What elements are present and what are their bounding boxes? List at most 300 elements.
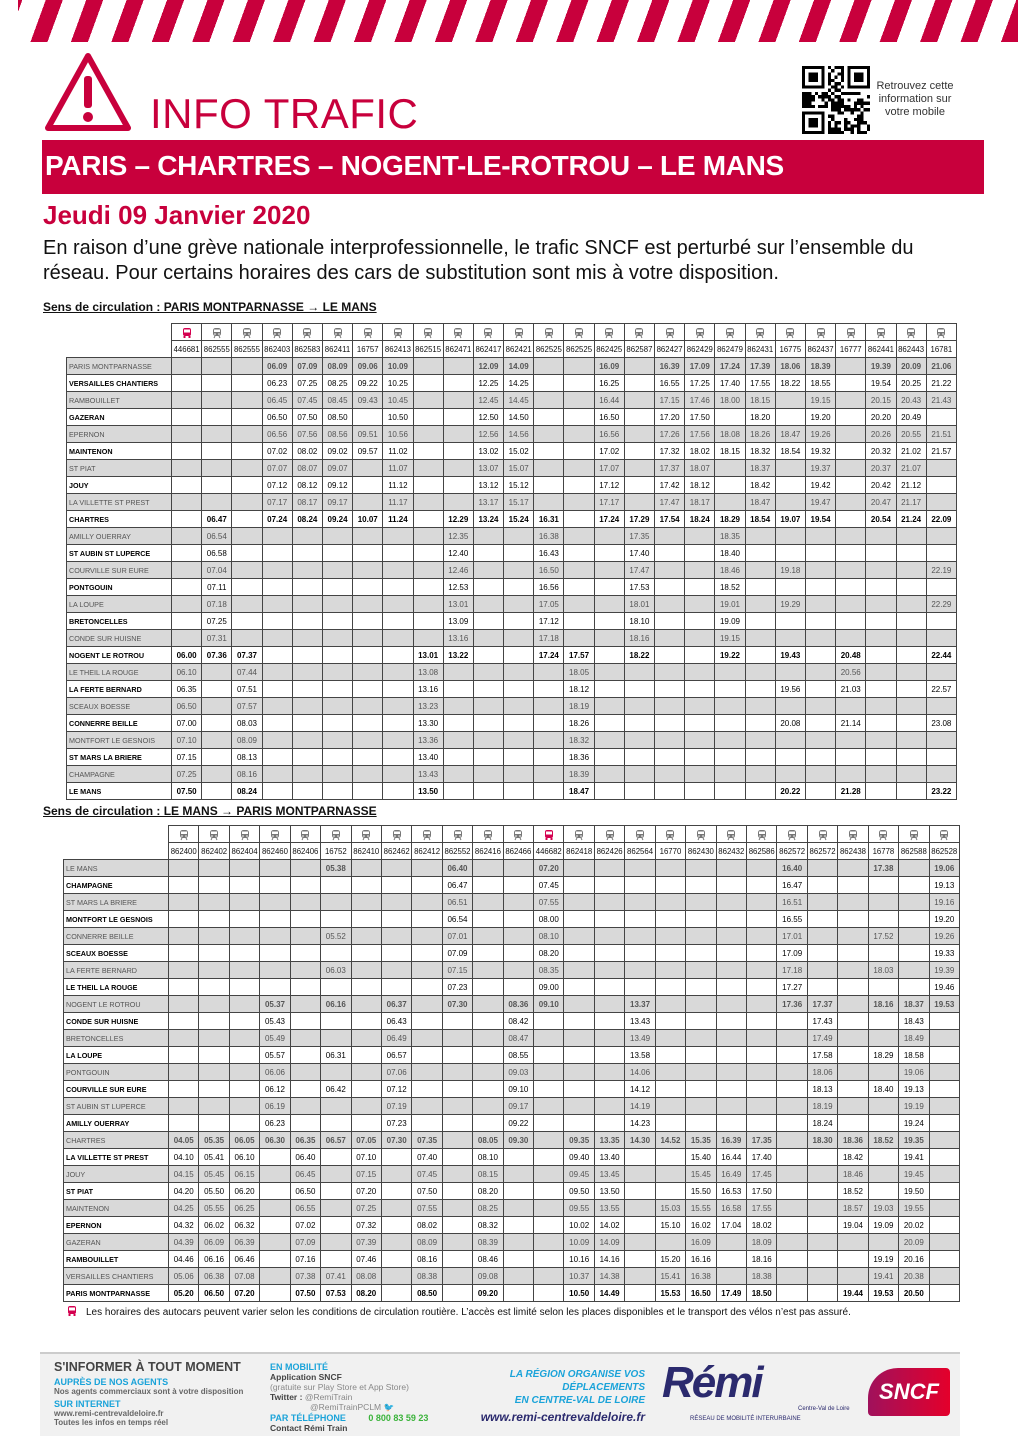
departure-time: 19.29 [775, 596, 805, 613]
departure-time [260, 945, 290, 962]
table-row [67, 749, 957, 766]
departure-time [381, 1217, 411, 1234]
station-name: ST AUBIN ST LUPERCE [64, 1098, 169, 1115]
departure-time [594, 596, 624, 613]
departure-time: 17.37 [807, 996, 837, 1013]
station-name: AMILLY OUERRAY [67, 528, 172, 545]
departure-time [625, 1285, 655, 1302]
twitter-handle-2[interactable]: @RemiTrainPCLM [310, 1402, 382, 1412]
departure-time: 18.54 [775, 443, 805, 460]
departure-time [473, 766, 503, 783]
departure-time: 09.22 [503, 1115, 533, 1132]
departure-time [594, 630, 624, 647]
departure-time: 17.38 [868, 860, 898, 877]
departure-time [413, 392, 443, 409]
departure-time [534, 1268, 564, 1285]
departure-time [534, 664, 564, 681]
departure-time [594, 783, 624, 800]
departure-time [926, 545, 956, 562]
departure-time [202, 443, 232, 460]
departure-time [412, 1013, 442, 1030]
departure-time [745, 545, 775, 562]
departure-time [624, 766, 654, 783]
departure-time: 08.00 [534, 911, 564, 928]
table-row [67, 647, 957, 664]
departure-time [838, 860, 868, 877]
departure-time: 12.45 [473, 392, 503, 409]
departure-time: 17.55 [745, 375, 775, 392]
departure-time: 13.16 [413, 681, 443, 698]
departure-time [262, 783, 292, 800]
departure-time [685, 647, 715, 664]
departure-time [229, 1047, 259, 1064]
departure-time: 08.12 [292, 477, 322, 494]
train-icon [685, 324, 715, 341]
departure-time: 08.02 [292, 443, 322, 460]
departure-time: 18.00 [715, 392, 745, 409]
departure-time [321, 1098, 351, 1115]
departure-time: 19.54 [805, 511, 835, 528]
departure-time [442, 1251, 472, 1268]
departure-time [260, 1268, 290, 1285]
departure-time [594, 894, 624, 911]
departure-time [172, 409, 202, 426]
departure-time [351, 1115, 381, 1132]
departure-time [866, 783, 896, 800]
departure-time [747, 1098, 777, 1115]
departure-time [866, 681, 896, 698]
departure-time [807, 1217, 837, 1234]
departure-time: 06.12 [260, 1081, 290, 1098]
departure-time [473, 911, 503, 928]
train-number: 862411 [322, 341, 352, 358]
departure-time: 17.37 [655, 460, 685, 477]
station-name: PONTGOUIN [64, 1064, 169, 1081]
departure-time [716, 911, 746, 928]
departure-time [805, 732, 835, 749]
departure-time [868, 911, 898, 928]
departure-time [899, 962, 929, 979]
departure-time: 09.43 [353, 392, 383, 409]
departure-time [899, 894, 929, 911]
departure-time [381, 911, 411, 928]
departure-time [202, 715, 232, 732]
departure-time: 05.41 [199, 1149, 229, 1166]
train-number: 862462 [381, 843, 411, 860]
departure-time [232, 511, 262, 528]
station-name: LA LOUPE [64, 1047, 169, 1064]
departure-time [290, 1013, 320, 1030]
departure-time: 09.30 [503, 1132, 533, 1149]
departure-time: 17.15 [655, 392, 685, 409]
departure-time: 19.53 [929, 996, 959, 1013]
departure-time [896, 766, 926, 783]
train-icon [473, 826, 503, 843]
departure-time: 19.37 [805, 460, 835, 477]
departure-time [321, 894, 351, 911]
departure-time: 06.57 [321, 1132, 351, 1149]
train-number: 16775 [775, 341, 805, 358]
departure-time: 18.13 [807, 1081, 837, 1098]
departure-time [292, 766, 322, 783]
departure-time [473, 1115, 503, 1132]
departure-time [412, 962, 442, 979]
departure-time [260, 1234, 290, 1251]
departure-time: 19.01 [715, 596, 745, 613]
departure-time [777, 1132, 807, 1149]
departure-time: 19.06 [929, 860, 959, 877]
departure-time: 19.09 [715, 613, 745, 630]
departure-time: 16.51 [777, 894, 807, 911]
departure-time: 09.35 [564, 1132, 594, 1149]
departure-time [564, 979, 594, 996]
train-icon [775, 324, 805, 341]
departure-time [868, 1149, 898, 1166]
departure-time: 07.02 [262, 443, 292, 460]
departure-time: 19.07 [775, 511, 805, 528]
departure-time [838, 1268, 868, 1285]
departure-time: 20.09 [899, 1234, 929, 1251]
departure-time: 07.37 [232, 647, 262, 664]
departure-time [442, 1132, 472, 1149]
departure-time [775, 732, 805, 749]
departure-time [926, 766, 956, 783]
departure-time [412, 1047, 442, 1064]
departure-time [564, 494, 594, 511]
internet-title: SUR INTERNET [54, 1399, 121, 1409]
departure-time [232, 613, 262, 630]
departure-time [896, 613, 926, 630]
departure-time [383, 766, 413, 783]
departure-time [202, 664, 232, 681]
departure-time [836, 511, 866, 528]
departure-time [442, 1081, 472, 1098]
table-row [67, 630, 957, 647]
departure-time: 12.53 [443, 579, 473, 596]
departure-time: 07.44 [232, 664, 262, 681]
departure-time [777, 1166, 807, 1183]
departure-time: 17.58 [807, 1047, 837, 1064]
departure-time: 07.20 [351, 1183, 381, 1200]
departure-time [715, 715, 745, 732]
train-number: 16770 [655, 843, 685, 860]
departure-time: 16.09 [594, 358, 624, 375]
departure-time [172, 358, 202, 375]
departure-time [624, 715, 654, 732]
departure-time: 06.58 [202, 545, 232, 562]
departure-time: 06.38 [199, 1268, 229, 1285]
departure-time [172, 392, 202, 409]
departure-time [838, 894, 868, 911]
departure-time [899, 979, 929, 996]
departure-time: 04.05 [169, 1132, 199, 1149]
station-name: LA FERTE BERNARD [67, 681, 172, 698]
departure-time: 19.24 [899, 1115, 929, 1132]
station-name: LE THEIL LA ROUGE [64, 979, 169, 996]
twitter-handle-1[interactable]: @RemiTrain [304, 1392, 353, 1402]
departure-time [443, 460, 473, 477]
train-icon [473, 324, 503, 341]
departure-time: 07.45 [534, 877, 564, 894]
departure-time [564, 962, 594, 979]
station-name: ST MARS LA BRIERE [67, 749, 172, 766]
departure-time: 11.07 [383, 460, 413, 477]
departure-time [624, 409, 654, 426]
departure-time [290, 1030, 320, 1047]
departure-time: 12.25 [473, 375, 503, 392]
departure-time [351, 860, 381, 877]
departure-time [716, 945, 746, 962]
departure-time [473, 945, 503, 962]
departure-time: 17.36 [777, 996, 807, 1013]
departure-time [322, 732, 352, 749]
departure-time [685, 732, 715, 749]
departure-time: 18.46 [838, 1166, 868, 1183]
station-name: EPERNON [67, 426, 172, 443]
departure-time: 15.07 [504, 460, 534, 477]
departure-time [777, 1013, 807, 1030]
departure-time [594, 996, 624, 1013]
internet-url[interactable]: www.remi-centrevaldeloire.fr [54, 1409, 164, 1418]
departure-time: 14.12 [625, 1081, 655, 1098]
departure-time: 10.09 [383, 358, 413, 375]
departure-time [655, 630, 685, 647]
table-row [64, 1047, 960, 1064]
departure-time [351, 1030, 381, 1047]
table-row [67, 783, 957, 800]
departure-time [896, 596, 926, 613]
departure-time: 13.43 [625, 1013, 655, 1030]
departure-time [169, 979, 199, 996]
departure-time [290, 979, 320, 996]
departure-time: 07.35 [412, 1132, 442, 1149]
table-row [67, 766, 957, 783]
departure-time [686, 860, 716, 877]
departure-time [534, 477, 564, 494]
departure-time [838, 1013, 868, 1030]
departure-time [229, 962, 259, 979]
departure-time: 07.25 [292, 375, 322, 392]
departure-time [202, 681, 232, 698]
departure-time [292, 783, 322, 800]
departure-time: 18.37 [745, 460, 775, 477]
departure-time: 17.43 [807, 1013, 837, 1030]
departure-time [172, 545, 202, 562]
departure-time [383, 732, 413, 749]
departure-time [716, 1098, 746, 1115]
departure-time [686, 894, 716, 911]
departure-time: 13.50 [413, 783, 443, 800]
departure-time [351, 928, 381, 945]
departure-time: 09.51 [353, 426, 383, 443]
departure-time [504, 681, 534, 698]
departure-time [229, 996, 259, 1013]
departure-time: 16.25 [594, 375, 624, 392]
train-icon [625, 826, 655, 843]
departure-time: 07.09 [292, 358, 322, 375]
departure-time [534, 426, 564, 443]
departure-time [260, 962, 290, 979]
departure-time [353, 664, 383, 681]
station-name: CHARTRES [67, 511, 172, 528]
departure-time [262, 596, 292, 613]
departure-time [594, 911, 624, 928]
departure-time: 19.41 [868, 1268, 898, 1285]
departure-time [260, 1200, 290, 1217]
departure-time: 15.45 [686, 1166, 716, 1183]
departure-time [745, 698, 775, 715]
departure-time [504, 545, 534, 562]
departure-time: 18.39 [805, 358, 835, 375]
departure-time: 19.16 [929, 894, 959, 911]
departure-time [381, 1149, 411, 1166]
departure-time [807, 1234, 837, 1251]
departure-time: 06.10 [172, 664, 202, 681]
departure-time [260, 979, 290, 996]
departure-time [836, 766, 866, 783]
departure-time [351, 996, 381, 1013]
departure-time [685, 562, 715, 579]
departure-time: 20.16 [899, 1251, 929, 1268]
departure-time [747, 962, 777, 979]
departure-time [413, 579, 443, 596]
departure-time: 21.07 [896, 460, 926, 477]
departure-time: 17.40 [715, 375, 745, 392]
departure-time [321, 1149, 351, 1166]
departure-time [351, 911, 381, 928]
phone-number[interactable]: 0 800 83 59 23 [368, 1413, 429, 1423]
departure-time [322, 664, 352, 681]
table-row [67, 698, 957, 715]
departure-time [413, 494, 443, 511]
departure-time [594, 613, 624, 630]
departure-time: 16.53 [716, 1183, 746, 1200]
departure-time: 18.52 [868, 1132, 898, 1149]
departure-time: 15.41 [655, 1268, 685, 1285]
departure-time: 11.17 [383, 494, 413, 511]
departure-time [172, 443, 202, 460]
train-number: 862471 [443, 341, 473, 358]
departure-time: 07.12 [381, 1081, 411, 1098]
departure-time: 07.12 [262, 477, 292, 494]
departure-time [381, 928, 411, 945]
train-icon [715, 324, 745, 341]
departure-time [896, 783, 926, 800]
departure-time [838, 1064, 868, 1081]
departure-time [807, 911, 837, 928]
departure-time [745, 664, 775, 681]
train-number: 862479 [715, 341, 745, 358]
departure-time [473, 860, 503, 877]
departure-time [805, 783, 835, 800]
departure-time [836, 494, 866, 511]
departure-time: 05.55 [199, 1200, 229, 1217]
departure-time [896, 647, 926, 664]
departure-time [625, 911, 655, 928]
departure-time: 07.51 [232, 681, 262, 698]
departure-time [351, 1064, 381, 1081]
departure-time [292, 749, 322, 766]
departure-time [321, 945, 351, 962]
departure-time [383, 647, 413, 664]
departure-time: 20.22 [775, 783, 805, 800]
departure-time: 19.53 [868, 1285, 898, 1302]
departure-time [321, 1064, 351, 1081]
departure-time [473, 562, 503, 579]
departure-time [443, 749, 473, 766]
departure-time: 08.13 [232, 749, 262, 766]
departure-time [777, 1115, 807, 1132]
departure-time [443, 392, 473, 409]
departure-time: 07.23 [442, 979, 472, 996]
departure-time [929, 1098, 959, 1115]
departure-time [199, 945, 229, 962]
departure-time: 17.25 [685, 375, 715, 392]
departure-time: 10.50 [564, 1285, 594, 1302]
departure-time [534, 392, 564, 409]
twitter-label: Twitter : [270, 1392, 303, 1402]
qr-code[interactable] [802, 66, 870, 134]
departure-time: 16.16 [686, 1251, 716, 1268]
departure-time: 12.29 [443, 511, 473, 528]
departure-time [321, 1251, 351, 1268]
station-name: COURVILLE SUR EURE [64, 1081, 169, 1098]
departure-time: 07.04 [202, 562, 232, 579]
departure-time [232, 375, 262, 392]
departure-time: 04.20 [169, 1183, 199, 1200]
departure-time: 06.47 [202, 511, 232, 528]
train-number: 16752 [321, 843, 351, 860]
departure-time [564, 426, 594, 443]
region-url[interactable]: www.remi-centrevaldeloire.fr [480, 1410, 645, 1424]
departure-time [866, 528, 896, 545]
departure-time [836, 732, 866, 749]
departure-time [655, 1166, 685, 1183]
departure-time [655, 1030, 685, 1047]
departure-time [172, 630, 202, 647]
departure-time [442, 1098, 472, 1115]
departure-time [262, 698, 292, 715]
departure-time [624, 494, 654, 511]
departure-time [473, 1047, 503, 1064]
departure-time: 13.08 [413, 664, 443, 681]
departure-time: 19.43 [775, 647, 805, 664]
train-icon [594, 826, 624, 843]
departure-time: 18.40 [715, 545, 745, 562]
station-name: NOGENT LE ROTROU [67, 647, 172, 664]
table-row [67, 664, 957, 681]
departure-time [413, 477, 443, 494]
departure-time: 20.08 [775, 715, 805, 732]
departure-time [836, 545, 866, 562]
departure-time [534, 1030, 564, 1047]
train-icon [836, 324, 866, 341]
departure-time [381, 1166, 411, 1183]
departure-time: 09.40 [564, 1149, 594, 1166]
departure-time: 08.05 [473, 1132, 503, 1149]
departure-time: 13.02 [473, 443, 503, 460]
departure-time [805, 579, 835, 596]
departure-time [655, 579, 685, 596]
departure-time [262, 630, 292, 647]
departure-time: 20.55 [896, 426, 926, 443]
departure-time: 22.44 [926, 647, 956, 664]
departure-time: 06.19 [260, 1098, 290, 1115]
departure-time: 17.24 [534, 647, 564, 664]
departure-time: 15.50 [686, 1183, 716, 1200]
departure-time [866, 732, 896, 749]
departure-time [624, 681, 654, 698]
